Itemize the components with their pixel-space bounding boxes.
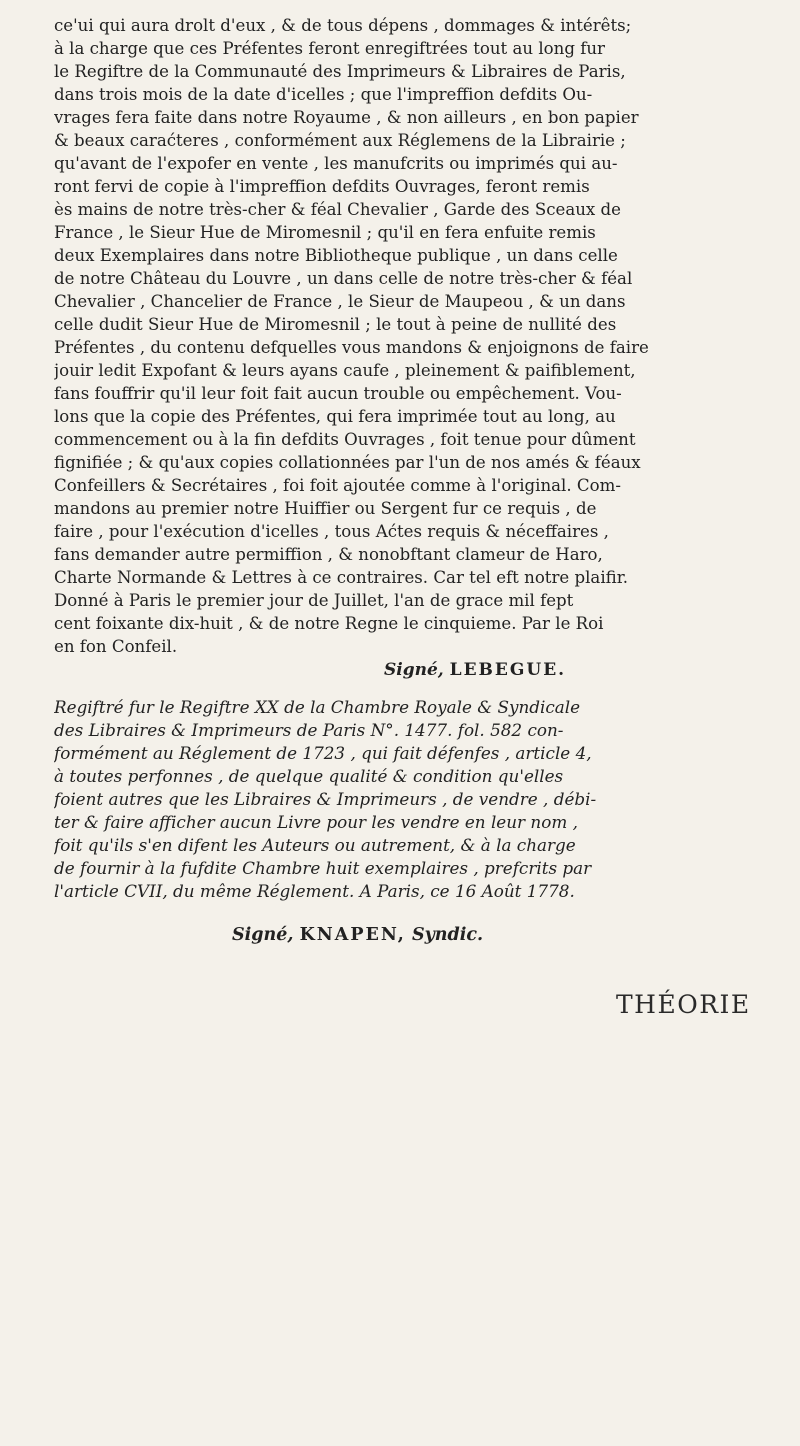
text-line: commencement ou à la fin defdits Ouvrages , foit tenue pour dûment [54,430,636,449]
text-line: de fournir à la fufdite Chambre huit exemplaires , prefcrits par [54,858,592,878]
text-line: foient autres que les Libraires & Imprimeurs , de vendre , débi- [54,789,597,809]
text-line: Donné à Paris le premier jour de Juillet, l'an de grace mil fept [54,591,574,610]
text-line: cent foixante dix-huit , & de notre Regne le cinquieme. Par le Roi [54,614,604,633]
text-line: fans demander autre permiffion , & nonobftant clameur de Haro, [54,545,603,564]
text-line: lons que la copie des Préfentes, qui fera imprimée tout au long, au [54,407,616,426]
page-content [54,14,754,945]
text-line: à la charge que ces Préfentes feront enregiftrées tout au long fur [54,39,605,58]
text-line: celle dudit Sieur Hue de Miromesnil ; le tout à peine de nullité des [54,315,617,334]
text-line: ront fervi de copie à l'impreffion defdits Ouvrages, feront remis [54,177,590,196]
text-line: fans fouffrir qu'il leur foit fait aucun trouble ou empêchement. Vou- [54,384,622,403]
text-line: Chevalier , Chancelier de France , le Sieur de Maupeou , & un dans [54,292,626,311]
text-line: l'article CVII, du même Réglement. A Paris, ce 16 Août 1778. [54,881,575,901]
text-line: France , le Sieur Hue de Miromesnil ; qu'il en fera enfuite remis [54,223,596,242]
text-line: Regiftré fur le Regiftre XX de la Chambre Royale & Syndicale [54,697,581,717]
registration-paragraph [54,696,754,903]
text-line: formément au Réglement de 1723 , qui fait défenfes , article 4, [54,743,592,763]
text-line: en fon Confeil. [54,637,178,656]
catchword: THÉORIE [616,990,751,1019]
text-line: des Libraires & Imprimeurs de Paris N°. 1477. fol. 582 con- [54,720,564,740]
text-line: Charte Normande & Lettres à ce contraires. Car tel eft notre plaifir. [54,568,629,587]
signature-lebegue [54,658,754,682]
text-line: fignifiée ; & qu'aux copies collationnées par l'un de nos amés & féaux [54,453,641,472]
text-line: jouir ledit Expofant & leurs ayans caufe , pleinement & paifiblement, [54,361,636,380]
text-line: Confeillers & Secrétaires , foi foit ajoutée comme à l'original. Com- [54,476,621,495]
signature-prefix: Signé, [232,925,294,945]
text-line: le Regiftre de la Communauté des Imprimeurs & Libraires de Paris, [54,62,626,81]
signature-title: Syndic. [411,925,484,945]
signature-name: LEBEGUE. [449,660,567,680]
privilege-paragraph [54,14,754,658]
text-line: qu'avant de l'expofer en vente , les manufcrits ou imprimés qui au- [54,154,618,173]
text-line: deux Exemplaires dans notre Bibliotheque publique , un dans celle [54,246,618,265]
text-line: & beaux caraćteres , conformément aux Réglemens de la Librairie ; [54,131,626,150]
text-line: dans trois mois de la date d'icelles ; que l'impreffion defdits Ou- [54,85,593,104]
text-line: ès mains de notre très-cher & féal Chevalier , Garde des Sceaux de [54,200,621,219]
text-line: ce'ui qui aura drolt d'eux , & de tous dépens , dommages & intérêts; [54,16,632,35]
text-line: de notre Château du Louvre , un dans celle de notre très-cher & féal [54,269,633,288]
text-line: faire , pour l'exécution d'icelles , tous Aćtes requis & néceffaires , [54,522,609,541]
signature-name: KNAPEN, [299,925,406,945]
text-line: à toutes perfonnes , de quelque qualité & condition qu'elles [54,766,564,786]
signature-prefix: Signé, [384,660,444,680]
text-line: Préfentes , du contenu defquelles vous mandons & enjoignons de faire [54,338,649,357]
text-line: vrages fera faite dans notre Royaume , & non ailleurs , en bon papier [54,108,639,127]
text-line: foit qu'ils s'en difent les Auteurs ou autrement, & à la charge [54,835,576,855]
text-line: mandons au premier notre Huiffier ou Sergent fur ce requis , de [54,499,597,518]
signature-knapen [54,925,754,945]
text-line: ter & faire afficher aucun Livre pour les vendre en leur nom , [54,812,578,832]
